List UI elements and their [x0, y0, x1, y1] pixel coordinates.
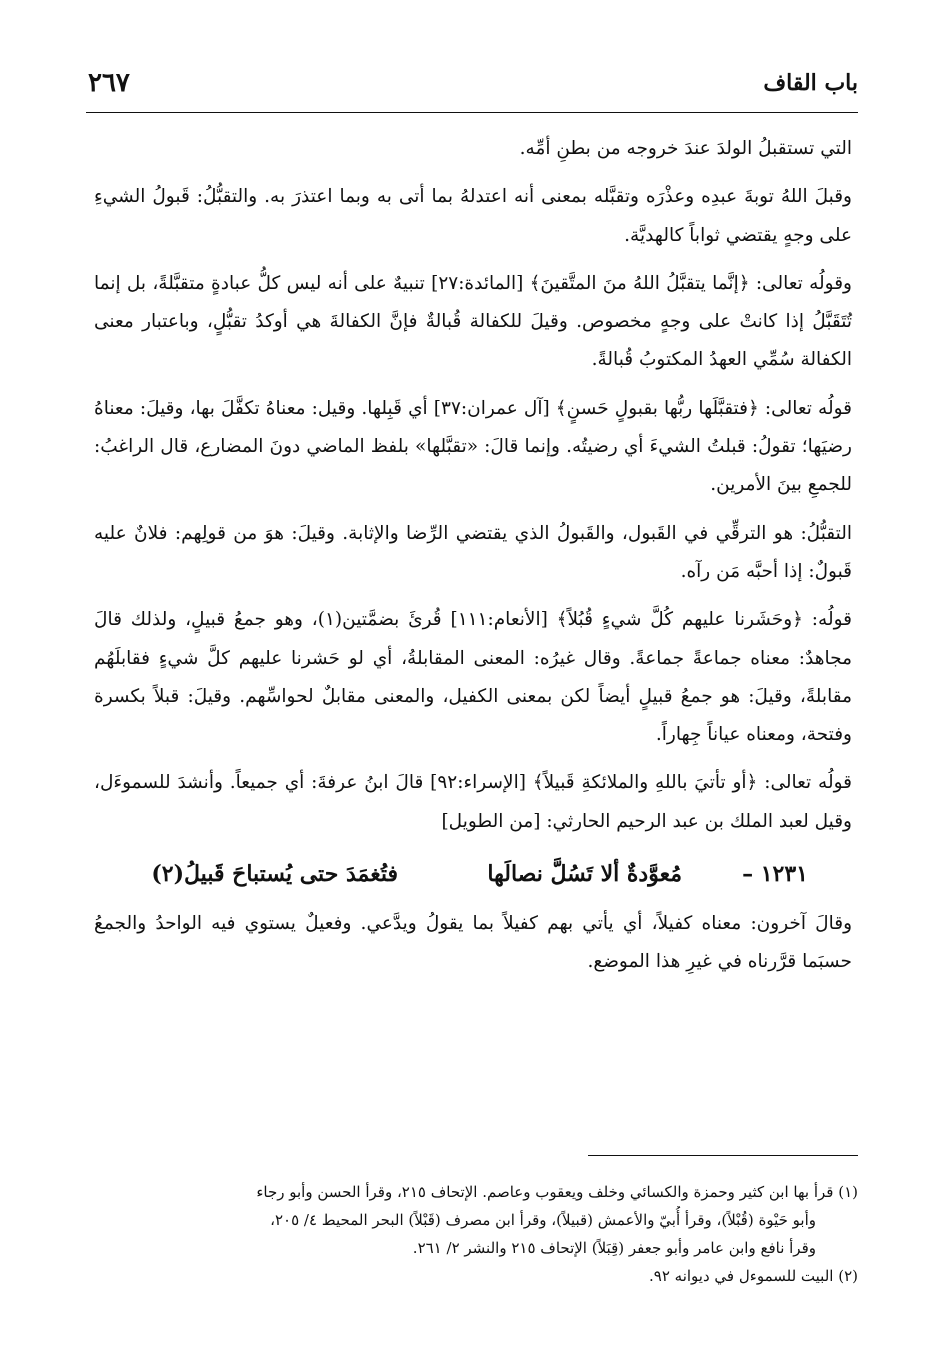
paragraph-4: قولُه تعالى: ﴿فتقبَّلَها ربُّها بقبولٍ حَسنٍ﴾ [آل عمران:٣٧] أي قَبِلها. وقيل: معناهُ تكفَّلَ بها، وقيلَ: معناهُ رضيَها؛ تقولُ: قبلتُ الشيءَ أي رضيتُه. وإنما قالَ: «تقبَّلها» بلفظ الماضي دونَ المضارع، قال الراغبُ: للجمعِ بينَ الأمرين. [94, 397, 852, 496]
paragraph-2: وقبلَ اللهُ توبةَ عبدِه وعذْرَه وتقبَّله بمعنى أنه اعتدلهُ بما أتى به وبما اعتذرَ به. والتقبُّلُ: قَبولُ الشيءِ على وجهٍ يقتضي ثواباً كالهديَّة. [94, 186, 852, 246]
paragraph-3: وقولُه تعالى: ﴿إنَّما يتقبَّلُ اللهُ منَ المتَّقينَ﴾ [المائدة:٢٧] تنبيهٌ على أنه ليس كلُّ عبادةٍ متقبَّلةً، بل إنما تُتَقَبَّلُ إذا كانتْ على وجهٍ مخصوص. وقيلَ للكفالة قُبالةٌ فإنَّ الكفالةَ هي أوكدُ تقبُّلٍ، وباعتبار معنى الكفالة سُمِّي العهدُ المكتوبُ قُبالةً. [94, 272, 852, 371]
paragraph-7: قولُه تعالى: ﴿أو تأتيَ باللهِ والملائكةِ قَبيلاً﴾ [الإسراء:٩٢] قالَ ابنُ عرفةَ: أي جميعاً. وأنشدَ للسموءَل، وقيل لعبد الملك بن عبد الرحيم الحارثي: [من الطويل] [94, 772, 852, 832]
footnote-1-line-1: (١) قرأ بها ابن كثير وحمزة والكسائي وخلف ويعقوب وعاصم. الإتحاف ٢١٥، وقرأ الحسن وأبو رجاء [256, 1183, 858, 1201]
verse-first-hemistich: مُعوَّدةٌ ألا تَسُلَّ نصالَها [487, 861, 682, 888]
paragraph-1: التي تستقبلُ الولدَ عندَ خروجه من بطنِ أمِّه. [519, 138, 852, 159]
paragraph-8: وقالَ آخرون: معناه كفيلاً، أي يأتي بهم كفيلاً بما يقولُ ويدَّعي. وفعيلٌ يستوي فيه الواحدُ والجمعُ حسبَما قرَّرناه في غيرِ هذا الموضع. [94, 913, 852, 973]
page-number: ٢٦٧ [88, 68, 130, 98]
footnote-2: (٢) البيت للسموءل في ديوانه ٩٢. [649, 1267, 858, 1285]
footnote-rule [588, 1155, 858, 1156]
main-text [94, 130, 852, 992]
paragraph-5: التقبُّلُ: هو الترقِّي في القَبول، والقَبولُ الذي يقتضي الرِّضا والإثابة. وقيلَ: هوَ من قولِهم: فلانٌ عليه قَبولٌ: إذا أحبَّه مَن رآه. [94, 522, 852, 582]
verse-number: ١٢٣١ – [742, 861, 808, 888]
page-header [86, 66, 858, 106]
verse-second-hemistich: فتُغمَدَ حتى يُستباحَ قَبيلُ(٢) [151, 861, 398, 888]
footnote-1-line-2: وأبو حَيْوة (قُبْلاً)، وقرأ أُبيّ والأعمش (قبيلاً)، وقرأ ابن مصرف (قَبْلاً) البحر المحيط ٤/ ٢٠٥، [270, 1211, 816, 1229]
footnote-1-line-3: وقرأ نافع وابن عامر وأبو جعفر (قِبَلاً) الإتحاف ٢١٥ والنشر ٢/ ٢٦١. [412, 1239, 816, 1257]
poetry-verse [94, 851, 852, 899]
header-rule [86, 112, 858, 113]
paragraph-6: قولُه: ﴿وحَشَرنا عليهم كُلَّ شيءٍ قُبُلاً﴾ [الأنعام:١١١] قُرئَ بضمَّتين(١)، وهو جمعُ قبيلٍ، ولذلك قالَ مجاهدٌ: معناه جماعةً جماعةً. وقال غيرُه: المعنى المقابلةُ، أي لو حَشرنا عليهم كلَّ شيءٍ فقابلَهُم مقابلةً، وقيلَ: هو جمعُ قبيلٍ أيضاً لكن بمعنى الكفيل، والمعنى مقابلٌ لحواسِّهم. وقيلَ: قبلاً بكسرة وفتحة، ومعناه عياناً جِهاراً. [94, 609, 852, 746]
footnotes [86, 1178, 858, 1290]
chapter-title: باب القاف [763, 70, 858, 96]
